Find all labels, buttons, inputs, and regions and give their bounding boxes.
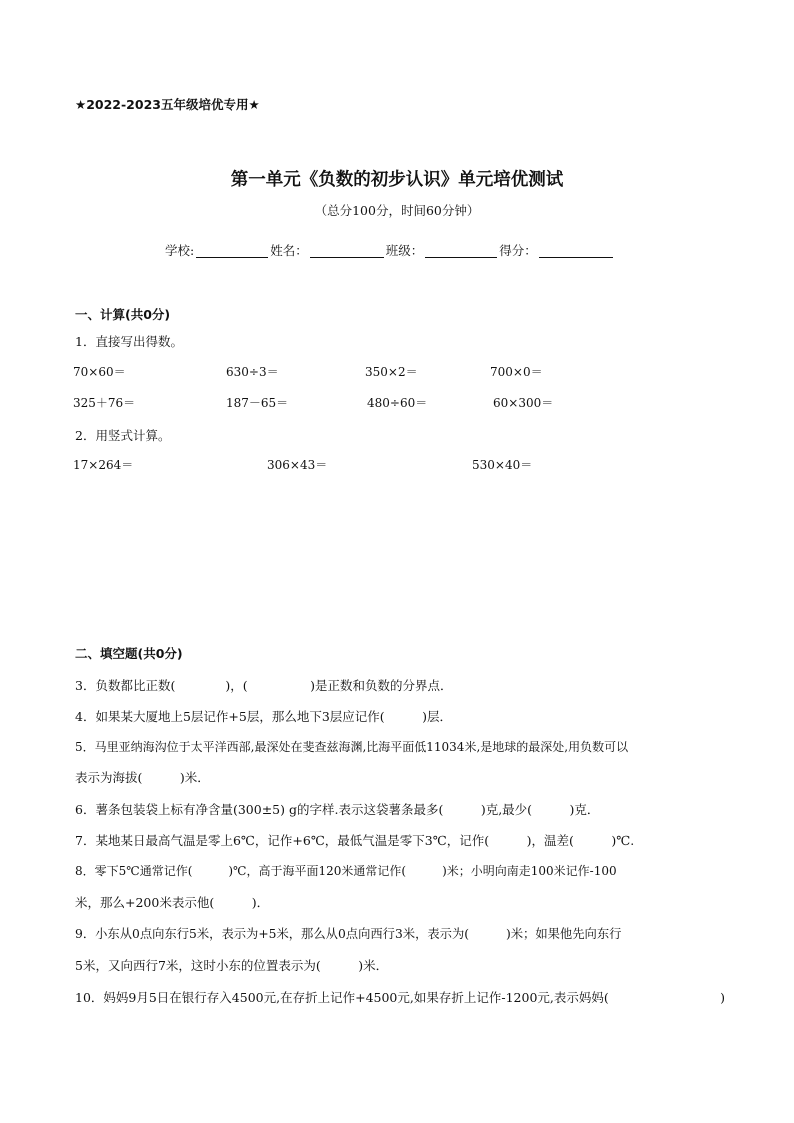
- calc-item: 60×300＝: [493, 396, 554, 410]
- score-blank[interactable]: [539, 243, 613, 258]
- section2-heading: 二、填空题(共0分): [75, 646, 183, 661]
- question-7: 7．某地某日最高气温是零上6℃，记作+6℃，最低气温是零下3℃，记作( )，温差( )℃.: [75, 833, 635, 848]
- calc-item: 187－65＝: [226, 396, 289, 410]
- class-blank[interactable]: [425, 243, 497, 258]
- vertical-calc-item: 17×264＝: [73, 458, 134, 472]
- class-label: 班级：: [385, 243, 424, 258]
- calc-item: 70×60＝: [73, 365, 126, 379]
- question-10: [75, 990, 725, 1005]
- name-blank[interactable]: [310, 243, 384, 258]
- question-10-close: ): [720, 990, 725, 1005]
- vertical-calc-item: 306×43＝: [267, 458, 328, 472]
- question-6: 6．薯条包装袋上标有净含量(300±5) g的字样.表示这袋薯条最多( )克,最少( )克．: [75, 802, 600, 817]
- question-4: 4．如果某大厦地上5层记作+5层，那么地下3层应记作( )层．: [75, 709, 453, 724]
- question-3: 3．负数都比正数( )，( )是正数和负数的分界点．: [75, 678, 453, 693]
- question-10-text: 10．妈妈9月5日在银行存入4500元,在存折上记作+4500元,如果存折上记作-1200元,表示妈妈(: [75, 990, 609, 1005]
- vertical-calc-item: 530×40＝: [472, 458, 533, 472]
- calc-item: 630÷3＝: [226, 365, 279, 379]
- question-5-line-2: 表示为海拔( )米．: [75, 770, 210, 785]
- calc-item: 480÷60＝: [367, 396, 428, 410]
- page-subtitle: （总分100分，时间60分钟）: [314, 203, 480, 218]
- question-8-line-2: 米，那么+200米表示他( )．: [75, 895, 270, 910]
- school-label: 学校:: [165, 243, 195, 258]
- question-9-line-2: 5米，又向西行7米，这时小东的位置表示为( )米．: [75, 958, 389, 973]
- name-label: 姓名：: [270, 243, 308, 258]
- question-5-line-1: 5．马里亚纳海沟位于太平洋西部,最深处在斐查兹海渊,比海平面低11034米,是地球的最深处,用负数可以: [75, 740, 629, 754]
- section1-heading: 一、计算(共0分): [75, 307, 171, 322]
- question-1: 1．直接写出得数。: [75, 334, 183, 349]
- calc-item: 350×2＝: [365, 365, 418, 379]
- calc-item: 700×0＝: [490, 365, 543, 379]
- calc-item: 325＋76＝: [73, 396, 136, 410]
- header-tag: ★2022-2023五年级培优专用★: [75, 97, 260, 112]
- page-title: 第一单元《负数的初步认识》单元培优测试: [230, 170, 564, 190]
- score-label: 得分：: [499, 243, 537, 258]
- question-9-line-1: 9．小东从0点向东行5米，表示为+5米，那么从0点向西行3米，表示为( )米；如果他先向东行: [75, 927, 622, 941]
- question-2: 2．用竖式计算。: [75, 428, 171, 443]
- school-blank[interactable]: [196, 243, 268, 258]
- question-8-line-1: 8．零下5℃通常记作( )℃，高于海平面120米通常记作( )米；小明向南走100米记作-100: [75, 864, 617, 878]
- student-info-row: [165, 243, 615, 258]
